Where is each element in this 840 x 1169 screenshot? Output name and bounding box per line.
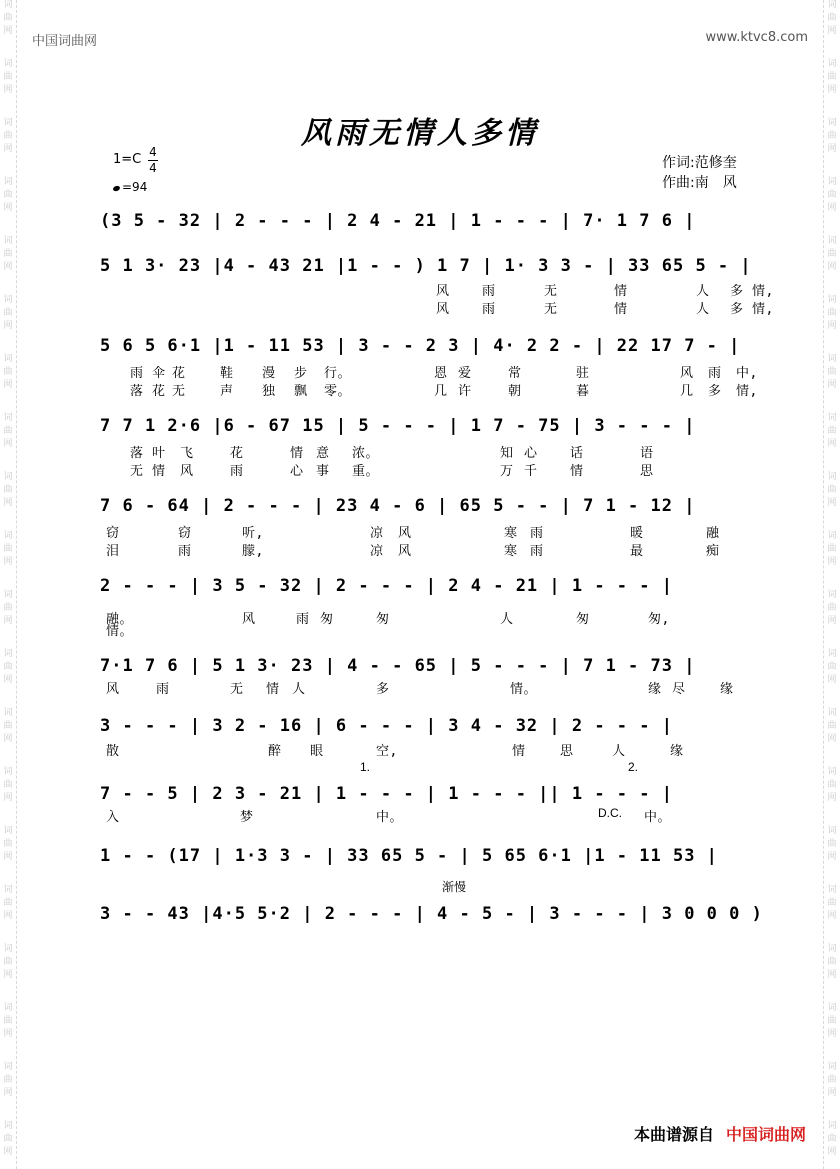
watermark-char: 词: [827, 236, 837, 246]
watermark-char: 网: [827, 380, 837, 390]
lyric-word: 情。: [106, 624, 134, 639]
lyric-word: 漫: [262, 366, 276, 381]
watermark-char: 曲: [3, 721, 13, 731]
watermark-char: 网: [827, 852, 837, 862]
lyric-word: 缘: [670, 744, 684, 759]
lyric-word: 雨: [530, 526, 544, 541]
lyric-word: 风: [436, 284, 450, 299]
lyric-word: 雨: [156, 682, 170, 697]
lyric-word: 花: [172, 366, 186, 381]
watermark-char: 词: [3, 295, 13, 305]
lyric-word: 融: [706, 526, 720, 541]
lyric-word: 雨: [296, 612, 310, 627]
lyric-word: 匆: [376, 612, 390, 627]
notation-line: 7 6 - 64 | 2 - - - | 23 4 - 6 | 65 5 - - | 7 1 - 12 |: [100, 496, 696, 516]
time-signature: [148, 146, 158, 175]
lyric-word: 驻: [576, 366, 590, 381]
lyric-word: 朝: [508, 384, 522, 399]
lyric-word: 凉: [370, 544, 384, 559]
lyric-word: 风: [180, 464, 194, 479]
lyric-word: 情: [266, 682, 280, 697]
watermark-char: 词: [3, 177, 13, 187]
lyric-word: 万: [500, 464, 514, 479]
watermark-char: 网: [3, 1147, 13, 1157]
watermark-char: 曲: [3, 1016, 13, 1026]
watermark-char: 词: [827, 826, 837, 836]
score-row: [100, 710, 765, 744]
lyric-word: 醉: [268, 744, 282, 759]
watermark-char: 网: [827, 675, 837, 685]
lyric-word: 寒: [504, 544, 518, 559]
watermark-char: 词: [3, 885, 13, 895]
lyric-word: 情,: [752, 284, 774, 299]
lyric-word: 浓。: [352, 446, 380, 461]
watermark-char: 词: [827, 767, 837, 777]
lyric-word: 情: [290, 446, 304, 461]
lyric-word: 雨: [130, 366, 144, 381]
watermark-char: 词: [827, 354, 837, 364]
lyric-word: 雨: [530, 544, 544, 559]
watermark-char: 曲: [3, 367, 13, 377]
lyric-word: 暮: [576, 384, 590, 399]
watermark-char: 曲: [3, 1134, 13, 1144]
watermark-char: 词: [3, 59, 13, 69]
quarter-note-icon: [112, 185, 120, 192]
watermark-char: 曲: [827, 544, 837, 554]
lyric-word: 鞋: [220, 366, 234, 381]
lyric-word: 语: [640, 446, 654, 461]
watermark-char: 网: [3, 734, 13, 744]
lyric-word: 落: [130, 446, 144, 461]
lyric-word: 暖: [630, 526, 644, 541]
lyric-word: 情: [614, 302, 628, 317]
watermark-char: 曲: [827, 1134, 837, 1144]
watermark-char: 曲: [3, 957, 13, 967]
watermark-char: 曲: [827, 367, 837, 377]
watermark-char: 词: [3, 118, 13, 128]
watermark-char: 网: [827, 1088, 837, 1098]
watermark-char: 网: [827, 498, 837, 508]
right-watermark-strip: [823, 0, 840, 1169]
watermark-char: 网: [827, 734, 837, 744]
watermark-char: 网: [3, 26, 13, 36]
watermark-char: 词: [3, 1121, 13, 1131]
lyric-word: 人: [612, 744, 626, 759]
watermark-char: 曲: [3, 426, 13, 436]
lyric-word: 空,: [376, 744, 398, 759]
watermark-char: 词: [3, 1003, 13, 1013]
lyric-word: 窃: [106, 526, 120, 541]
watermark-char: 网: [827, 439, 837, 449]
score-row: [100, 205, 765, 239]
lyric-word: 中。: [376, 810, 404, 825]
lyric-word: 缘: [720, 682, 734, 697]
watermark-char: 词: [827, 295, 837, 305]
watermark-char: 网: [3, 616, 13, 626]
lyric-word: 泪: [106, 544, 120, 559]
watermark-char: 词: [827, 413, 837, 423]
lyric-word: 无: [230, 682, 244, 697]
watermark-char: 词: [827, 708, 837, 718]
footer-source: [634, 1122, 806, 1145]
lyric-word: 中,: [736, 366, 758, 381]
lyric-word: 人: [292, 682, 306, 697]
lyric-word: 中。: [644, 810, 672, 825]
score-row: [100, 898, 765, 932]
notation-line: 1 - - (17 | 1·3 3 - | 33 65 5 - | 5 65 6·1 |1 - 11 53 |: [100, 846, 718, 866]
watermark-char: 曲: [3, 544, 13, 554]
notation-line: 5 6 5 6·1 |1 - 11 53 | 3 - - 2 3 | 4· 2 2 - | 22 17 7 - |: [100, 336, 741, 356]
watermark-char: 词: [827, 472, 837, 482]
watermark-char: 曲: [3, 190, 13, 200]
watermark-char: 词: [3, 649, 13, 659]
lyric-word: 凉: [370, 526, 384, 541]
watermark-char: 词: [3, 531, 13, 541]
score-row: [100, 490, 765, 524]
lyric-word: 寒: [504, 526, 518, 541]
watermark-char: 词: [3, 590, 13, 600]
lyric-word: 梦: [240, 810, 254, 825]
watermark-char: 词: [827, 1121, 837, 1131]
meter-top: 4: [149, 145, 157, 159]
score-row: [100, 570, 765, 604]
lyric-word: 情。: [510, 682, 538, 697]
notation-line: 7 7 1 2·6 |6 - 67 15 | 5 - - - | 1 7 - 75 | 3 - - - |: [100, 416, 696, 436]
site-name: 中国词曲网: [32, 34, 98, 49]
lyric-word: 心: [524, 446, 538, 461]
watermark-char: 网: [827, 203, 837, 213]
watermark-char: 曲: [827, 190, 837, 200]
lyric-word: 情: [152, 464, 166, 479]
watermark-char: 词: [827, 118, 837, 128]
watermark-char: 词: [827, 177, 837, 187]
lyric-word: 多: [376, 682, 390, 697]
watermark-char: 网: [827, 793, 837, 803]
watermark-char: 网: [3, 85, 13, 95]
lyric-word: 声: [220, 384, 234, 399]
song-title: 风雨无情人多情: [301, 116, 539, 151]
watermark-char: 词: [3, 472, 13, 482]
notation-line: 3 - - - | 3 2 - 16 | 6 - - - | 3 4 - 32 | 2 - - - |: [100, 716, 673, 736]
lyric-word: 雨: [482, 302, 496, 317]
lyric-word: 零。: [324, 384, 352, 399]
watermark-char: 曲: [827, 839, 837, 849]
watermark-char: 曲: [827, 426, 837, 436]
watermark-char: 网: [3, 144, 13, 154]
watermark-char: 曲: [3, 249, 13, 259]
watermark-char: 网: [827, 321, 837, 331]
watermark-char: 曲: [827, 308, 837, 318]
site-url: www.ktvc8.com: [705, 30, 808, 45]
left-watermark-strip: [0, 0, 17, 1169]
lyric-word: 匆: [320, 612, 334, 627]
watermark-char: 词: [3, 944, 13, 954]
watermark-char: 词: [827, 59, 837, 69]
watermark-char: 网: [827, 911, 837, 921]
watermark-char: 网: [827, 26, 837, 36]
lyric-word: 几: [434, 384, 448, 399]
notation-line: 5 1 3· 23 |4 - 43 21 |1 - - ) 1 7 | 1· 3 3 - | 33 65 5 - |: [100, 256, 752, 276]
watermark-char: 网: [827, 970, 837, 980]
lyric-word: 匆,: [648, 612, 670, 627]
watermark-char: 网: [3, 1029, 13, 1039]
watermark-char: 词: [3, 708, 13, 718]
watermark-char: 网: [3, 675, 13, 685]
watermark-char: 曲: [827, 957, 837, 967]
lyric-word: 爱: [458, 366, 472, 381]
notation-line: (3 5 - 32 | 2 - - - | 2 4 - 21 | 1 - - - | 7· 1 7 6 |: [100, 211, 696, 231]
lyric-word: 无: [544, 302, 558, 317]
lyric-word: 独: [262, 384, 276, 399]
lyric-word: 许: [458, 384, 472, 399]
lyric-word: 人: [696, 302, 710, 317]
watermark-char: 网: [3, 498, 13, 508]
watermark-char: 曲: [827, 1016, 837, 1026]
watermark-char: 曲: [3, 662, 13, 672]
lyric-word: 意: [316, 446, 330, 461]
lyric-word: 最: [630, 544, 644, 559]
watermark-char: 词: [827, 531, 837, 541]
watermark-char: 曲: [3, 131, 13, 141]
tempo-marking: [113, 180, 147, 194]
watermark-char: 词: [827, 590, 837, 600]
watermark-char: 曲: [827, 662, 837, 672]
lyric-word: 风: [398, 526, 412, 541]
lyric-word: 多: [708, 384, 722, 399]
watermark-char: 曲: [3, 780, 13, 790]
lyric-word: 尽: [672, 682, 686, 697]
lyric-word: 千: [524, 464, 538, 479]
lyric-word: 情,: [752, 302, 774, 317]
watermark-char: 曲: [827, 780, 837, 790]
composer-credit: 作曲:南 风: [662, 175, 737, 191]
lyric-word: 融。: [106, 612, 134, 627]
watermark-char: 网: [3, 380, 13, 390]
watermark-char: 网: [827, 1029, 837, 1039]
lyric-word: 散: [106, 744, 120, 759]
lyric-word: 雨: [178, 544, 192, 559]
first-ending-marking: 1.: [360, 760, 371, 774]
notation-line: 7 - - 5 | 2 3 - 21 | 1 - - - | 1 - - - || 1 - - - |: [100, 784, 673, 804]
lyric-word: 无: [172, 384, 186, 399]
lyric-word: 风: [436, 302, 450, 317]
lyric-word: 风: [242, 612, 256, 627]
lyric-word: 行。: [324, 366, 352, 381]
lyric-word: 步: [294, 366, 308, 381]
watermark-char: 词: [3, 0, 13, 10]
lyric-word: 窃: [178, 526, 192, 541]
lyric-word: 心: [290, 464, 304, 479]
lyric-word: 雨: [482, 284, 496, 299]
score-row: [100, 250, 765, 284]
lyric-word: 花: [230, 446, 244, 461]
watermark-char: 词: [3, 826, 13, 836]
watermark-char: 曲: [827, 485, 837, 495]
watermark-char: 词: [827, 885, 837, 895]
watermark-char: 曲: [3, 839, 13, 849]
tempo-value: =94: [122, 180, 148, 194]
lyric-word: 伞: [152, 366, 166, 381]
watermark-char: 曲: [827, 13, 837, 23]
lyric-word: 情: [570, 464, 584, 479]
lyric-word: 人: [696, 284, 710, 299]
lyric-word: 入: [106, 810, 120, 825]
watermark-char: 词: [3, 767, 13, 777]
watermark-char: 曲: [3, 485, 13, 495]
lyric-word: 飞: [180, 446, 194, 461]
lyric-word: 雨: [230, 464, 244, 479]
key-signature: 1=C: [113, 152, 142, 167]
score-row: [100, 840, 765, 874]
watermark-char: 曲: [827, 1075, 837, 1085]
watermark-char: 曲: [3, 72, 13, 82]
lyric-word: 恩: [434, 366, 448, 381]
watermark-char: 词: [3, 1062, 13, 1072]
watermark-char: 网: [827, 616, 837, 626]
second-ending-marking: 2.: [628, 760, 639, 774]
da-capo-marking: D.C.: [598, 806, 622, 820]
watermark-char: 网: [3, 793, 13, 803]
lyric-word: 朦,: [242, 544, 264, 559]
lyric-word: 话: [570, 446, 584, 461]
footer-brand: 中国词曲网: [725, 1125, 806, 1144]
notation-line: 3 - - 43 |4·5 5·2 | 2 - - - | 4 - 5 - | 3 - - - | 3 0 0 0 ): [100, 904, 763, 924]
watermark-char: 网: [827, 144, 837, 154]
watermark-char: 词: [827, 1062, 837, 1072]
score-row: [100, 410, 765, 444]
watermark-char: 曲: [827, 721, 837, 731]
lyric-word: 落: [130, 384, 144, 399]
lyric-word: 缘: [648, 682, 662, 697]
watermark-char: 词: [3, 236, 13, 246]
watermark-char: 曲: [3, 1075, 13, 1085]
lyric-word: 痴: [706, 544, 720, 559]
watermark-char: 网: [827, 262, 837, 272]
watermark-char: 网: [827, 1147, 837, 1157]
watermark-char: 曲: [3, 898, 13, 908]
lyric-word: 无: [130, 464, 144, 479]
watermark-char: 词: [3, 354, 13, 364]
lyric-word: 事: [316, 464, 330, 479]
lyric-word: 情: [512, 744, 526, 759]
watermark-char: 曲: [827, 898, 837, 908]
watermark-char: 网: [3, 203, 13, 213]
watermark-char: 网: [3, 439, 13, 449]
tempo-change-marking: 渐慢: [442, 880, 467, 894]
lyric-word: 多: [730, 302, 744, 317]
notation-line: 2 - - - | 3 5 - 32 | 2 - - - | 2 4 - 21 | 1 - - - |: [100, 576, 673, 596]
watermark-char: 网: [3, 557, 13, 567]
notation-line: 7·1 7 6 | 5 1 3· 23 | 4 - - 65 | 5 - - - | 7 1 - 73 |: [100, 656, 696, 676]
lyric-word: 人: [500, 612, 514, 627]
lyric-word: 情,: [736, 384, 758, 399]
lyric-word: 叶: [152, 446, 166, 461]
lyric-word: 听,: [242, 526, 264, 541]
lyric-word: 知: [500, 446, 514, 461]
watermark-char: 曲: [3, 308, 13, 318]
lyric-word: 情: [614, 284, 628, 299]
watermark-char: 词: [3, 413, 13, 423]
watermark-char: 词: [827, 0, 837, 10]
meter-bottom: 4: [149, 161, 157, 175]
watermark-char: 网: [3, 911, 13, 921]
lyric-word: 几: [680, 384, 694, 399]
watermark-char: 曲: [827, 72, 837, 82]
watermark-char: 曲: [827, 603, 837, 613]
watermark-char: 网: [827, 557, 837, 567]
watermark-char: 曲: [827, 249, 837, 259]
watermark-char: 词: [827, 1003, 837, 1013]
footer-label: 本曲谱源自: [633, 1125, 714, 1144]
watermark-char: 网: [3, 970, 13, 980]
lyric-word: 思: [640, 464, 654, 479]
watermark-char: 词: [827, 649, 837, 659]
lyric-word: 匆: [576, 612, 590, 627]
lyric-word: 花: [152, 384, 166, 399]
lyric-word: 风: [106, 682, 120, 697]
watermark-char: 网: [3, 321, 13, 331]
watermark-char: 曲: [827, 131, 837, 141]
watermark-char: 网: [3, 1088, 13, 1098]
lyric-word: 思: [560, 744, 574, 759]
watermark-char: 网: [3, 262, 13, 272]
watermark-char: 网: [827, 85, 837, 95]
lyric-word: 多: [730, 284, 744, 299]
lyric-word: 风: [680, 366, 694, 381]
watermark-char: 网: [3, 852, 13, 862]
lyric-word: 重。: [352, 464, 380, 479]
watermark-char: 曲: [3, 13, 13, 23]
lyric-word: 眼: [310, 744, 324, 759]
score-row: [100, 650, 765, 684]
watermark-char: 词: [827, 944, 837, 954]
lyric-word: 常: [508, 366, 522, 381]
watermark-char: 曲: [3, 603, 13, 613]
score-row: [100, 330, 765, 364]
lyric-word: 飘: [294, 384, 308, 399]
lyricist-credit: 作词:范修奎: [662, 155, 737, 171]
lyric-word: 无: [544, 284, 558, 299]
lyric-word: 雨: [708, 366, 722, 381]
lyric-word: 风: [398, 544, 412, 559]
